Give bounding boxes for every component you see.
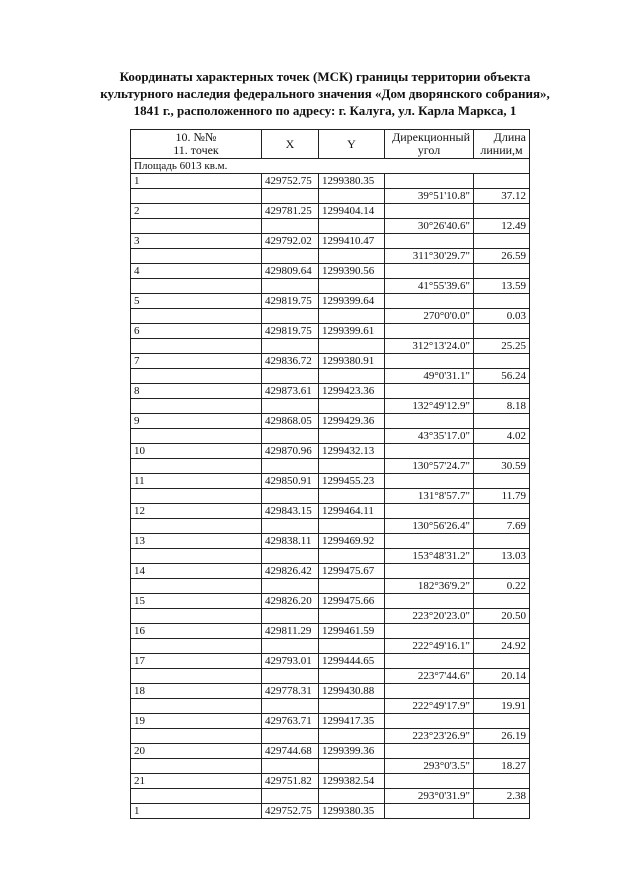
- segment-length: 0.03: [474, 309, 530, 324]
- empty-cell: [385, 204, 474, 219]
- segment-length: 20.14: [474, 669, 530, 684]
- table-row-segment: [131, 219, 530, 234]
- point-x: 429763.71: [262, 714, 319, 729]
- table-row-point: [131, 504, 530, 519]
- empty-cell: [131, 579, 262, 594]
- segment-length: 11.79: [474, 489, 530, 504]
- empty-cell: [319, 639, 385, 654]
- point-number: 7: [131, 354, 262, 369]
- empty-cell: [385, 504, 474, 519]
- table-row-closing-point: [131, 804, 530, 819]
- empty-cell: [131, 609, 262, 624]
- empty-cell: [474, 204, 530, 219]
- empty-cell: [131, 309, 262, 324]
- point-number: 15: [131, 594, 262, 609]
- empty-cell: [385, 564, 474, 579]
- table-row-point: [131, 534, 530, 549]
- header-x: X: [262, 130, 319, 159]
- empty-cell: [319, 609, 385, 624]
- segment-length: 37.12: [474, 189, 530, 204]
- empty-cell: [319, 579, 385, 594]
- table-row-segment: [131, 549, 530, 564]
- segment-length: 18.27: [474, 759, 530, 774]
- segment-length: 13.59: [474, 279, 530, 294]
- empty-cell: [131, 729, 262, 744]
- empty-cell: [319, 729, 385, 744]
- point-x: 429809.64: [262, 264, 319, 279]
- segment-length: 4.02: [474, 429, 530, 444]
- segment-length: 2.38: [474, 789, 530, 804]
- point-x: 429819.75: [262, 324, 319, 339]
- segment-angle: 182°36'9.2": [385, 579, 474, 594]
- empty-cell: [319, 699, 385, 714]
- table-row-segment: [131, 459, 530, 474]
- table-row-point: [131, 744, 530, 759]
- segment-length: 26.19: [474, 729, 530, 744]
- empty-cell: [262, 789, 319, 804]
- segment-length: 56.24: [474, 369, 530, 384]
- table-row-segment: [131, 189, 530, 204]
- empty-cell: [385, 474, 474, 489]
- area-row: [131, 159, 530, 174]
- segment-angle: 270°0'0.0": [385, 309, 474, 324]
- table-row-point: [131, 654, 530, 669]
- segment-angle: 131°8'57.7": [385, 489, 474, 504]
- point-y: 1299455.23: [319, 474, 385, 489]
- empty-cell: [474, 384, 530, 399]
- point-y: 1299432.13: [319, 444, 385, 459]
- segment-length: 0.22: [474, 579, 530, 594]
- segment-length: 24.92: [474, 639, 530, 654]
- empty-cell: [474, 174, 530, 189]
- empty-cell: [319, 399, 385, 414]
- point-x: 429843.15: [262, 504, 319, 519]
- segment-angle: 222°49'16.1": [385, 639, 474, 654]
- segment-angle: 43°35'17.0": [385, 429, 474, 444]
- empty-cell: [474, 684, 530, 699]
- empty-cell: [385, 234, 474, 249]
- empty-cell: [131, 669, 262, 684]
- point-y: 1299404.14: [319, 204, 385, 219]
- point-y: 1299444.65: [319, 654, 385, 669]
- coordinates-table: [130, 129, 530, 819]
- header-direction-angle: Дирекционный угол: [385, 130, 474, 159]
- header-line-length: Длина линии,м: [474, 130, 530, 159]
- point-number: 16: [131, 624, 262, 639]
- table-row-point: [131, 444, 530, 459]
- empty-cell: [385, 714, 474, 729]
- table-row-segment: [131, 699, 530, 714]
- table-row-point: [131, 594, 530, 609]
- empty-cell: [131, 429, 262, 444]
- empty-cell: [131, 189, 262, 204]
- point-number: 2: [131, 204, 262, 219]
- point-x: 429751.82: [262, 774, 319, 789]
- empty-cell: [474, 564, 530, 579]
- table-row-point: [131, 234, 530, 249]
- segment-angle: 130°56'26.4": [385, 519, 474, 534]
- title-line-3: 1841 г., расположенного по адресу: г. Калуга, ул. Карла Маркса, 1: [133, 103, 517, 118]
- point-number: 13: [131, 534, 262, 549]
- point-y: 1299429.36: [319, 414, 385, 429]
- table-row-point: [131, 384, 530, 399]
- empty-cell: [319, 369, 385, 384]
- point-x: 429778.31: [262, 684, 319, 699]
- empty-cell: [474, 774, 530, 789]
- point-number: 18: [131, 684, 262, 699]
- segment-angle: 312°13'24.0": [385, 339, 474, 354]
- empty-cell: [131, 459, 262, 474]
- empty-cell: [385, 744, 474, 759]
- empty-cell: [131, 249, 262, 264]
- point-x: 429868.05: [262, 414, 319, 429]
- empty-cell: [474, 414, 530, 429]
- empty-cell: [385, 264, 474, 279]
- point-y: 1299380.35: [319, 174, 385, 189]
- point-x: 429811.29: [262, 624, 319, 639]
- table-row-point: [131, 174, 530, 189]
- empty-cell: [385, 354, 474, 369]
- point-x: 429826.20: [262, 594, 319, 609]
- point-number: 20: [131, 744, 262, 759]
- table-row-point: [131, 264, 530, 279]
- point-y: 1299464.11: [319, 504, 385, 519]
- table-row-segment: [131, 489, 530, 504]
- empty-cell: [474, 804, 530, 819]
- empty-cell: [262, 729, 319, 744]
- empty-cell: [262, 219, 319, 234]
- point-x: 429792.02: [262, 234, 319, 249]
- point-y: 1299399.64: [319, 294, 385, 309]
- segment-length: 19.91: [474, 699, 530, 714]
- area-label: Площадь 6013 кв.м.: [131, 159, 530, 174]
- segment-length: 8.18: [474, 399, 530, 414]
- segment-angle: 153°48'31.2": [385, 549, 474, 564]
- empty-cell: [385, 294, 474, 309]
- empty-cell: [262, 249, 319, 264]
- point-y: 1299410.47: [319, 234, 385, 249]
- segment-angle: 311°30'29.7": [385, 249, 474, 264]
- point-y: 1299399.61: [319, 324, 385, 339]
- empty-cell: [131, 279, 262, 294]
- segment-angle: 39°51'10.8": [385, 189, 474, 204]
- empty-cell: [262, 519, 319, 534]
- segment-length: 13.03: [474, 549, 530, 564]
- point-x: 429793.01: [262, 654, 319, 669]
- empty-cell: [262, 549, 319, 564]
- point-x: 429752.75: [262, 174, 319, 189]
- document-title: [90, 68, 560, 119]
- empty-cell: [474, 474, 530, 489]
- empty-cell: [474, 534, 530, 549]
- empty-cell: [262, 279, 319, 294]
- point-y: 1299461.59: [319, 624, 385, 639]
- table-row-point: [131, 684, 530, 699]
- empty-cell: [131, 759, 262, 774]
- point-x: 429752.75: [262, 804, 319, 819]
- point-y: 1299430.88: [319, 684, 385, 699]
- segment-length: 30.59: [474, 459, 530, 474]
- empty-cell: [262, 429, 319, 444]
- empty-cell: [385, 414, 474, 429]
- empty-cell: [385, 384, 474, 399]
- point-y: 1299417.35: [319, 714, 385, 729]
- empty-cell: [319, 219, 385, 234]
- empty-cell: [319, 519, 385, 534]
- segment-angle: 293°0'3.5": [385, 759, 474, 774]
- point-y: 1299399.36: [319, 744, 385, 759]
- point-x: 429850.91: [262, 474, 319, 489]
- empty-cell: [385, 534, 474, 549]
- point-number: 1: [131, 174, 262, 189]
- table-row-segment: [131, 519, 530, 534]
- table-row-point: [131, 414, 530, 429]
- empty-cell: [262, 579, 319, 594]
- point-y: 1299382.54: [319, 774, 385, 789]
- empty-cell: [131, 699, 262, 714]
- empty-cell: [131, 489, 262, 504]
- segment-angle: 222°49'17.9": [385, 699, 474, 714]
- empty-cell: [474, 504, 530, 519]
- empty-cell: [131, 789, 262, 804]
- empty-cell: [319, 549, 385, 564]
- table-row-segment: [131, 339, 530, 354]
- empty-cell: [319, 279, 385, 294]
- point-y: 1299380.91: [319, 354, 385, 369]
- point-x: 429781.25: [262, 204, 319, 219]
- empty-cell: [474, 744, 530, 759]
- point-y: 1299469.92: [319, 534, 385, 549]
- table-row-point: [131, 324, 530, 339]
- title-line-2: культурного наследия федерального значения «Дом дворянского собрания»,: [100, 86, 550, 101]
- point-number: 17: [131, 654, 262, 669]
- empty-cell: [131, 339, 262, 354]
- empty-cell: [131, 219, 262, 234]
- header-y: Y: [319, 130, 385, 159]
- empty-cell: [385, 444, 474, 459]
- empty-cell: [262, 339, 319, 354]
- table-row-segment: [131, 579, 530, 594]
- point-x: 429873.61: [262, 384, 319, 399]
- empty-cell: [474, 324, 530, 339]
- table-row-segment: [131, 249, 530, 264]
- segment-angle: 30°26'40.6": [385, 219, 474, 234]
- point-x: 429819.75: [262, 294, 319, 309]
- empty-cell: [474, 264, 530, 279]
- segment-length: 26.59: [474, 249, 530, 264]
- empty-cell: [262, 489, 319, 504]
- empty-cell: [262, 189, 319, 204]
- empty-cell: [319, 339, 385, 354]
- table-row-point: [131, 354, 530, 369]
- empty-cell: [262, 309, 319, 324]
- point-y: 1299475.66: [319, 594, 385, 609]
- empty-cell: [319, 429, 385, 444]
- empty-cell: [131, 549, 262, 564]
- segment-angle: 223°20'23.0": [385, 609, 474, 624]
- table-row-point: [131, 564, 530, 579]
- point-y: 1299423.36: [319, 384, 385, 399]
- segment-angle: 41°55'39.6": [385, 279, 474, 294]
- point-number: 8: [131, 384, 262, 399]
- point-number: 9: [131, 414, 262, 429]
- segment-angle: 293°0'31.9": [385, 789, 474, 804]
- empty-cell: [319, 489, 385, 504]
- segment-length: 12.49: [474, 219, 530, 234]
- empty-cell: [385, 174, 474, 189]
- empty-cell: [262, 699, 319, 714]
- empty-cell: [385, 594, 474, 609]
- segment-length: 7.69: [474, 519, 530, 534]
- point-number: 5: [131, 294, 262, 309]
- empty-cell: [262, 369, 319, 384]
- table-row-segment: [131, 669, 530, 684]
- empty-cell: [385, 684, 474, 699]
- point-number: 1: [131, 804, 262, 819]
- point-number: 19: [131, 714, 262, 729]
- empty-cell: [474, 714, 530, 729]
- empty-cell: [385, 774, 474, 789]
- table-row-segment: [131, 399, 530, 414]
- empty-cell: [262, 639, 319, 654]
- segment-length: 25.25: [474, 339, 530, 354]
- empty-cell: [319, 669, 385, 684]
- table-header-row: [131, 130, 530, 159]
- empty-cell: [474, 624, 530, 639]
- title-line-1: Координаты характерных точек (МСК) границы территории объекта: [119, 69, 531, 84]
- empty-cell: [319, 249, 385, 264]
- point-x: 429838.11: [262, 534, 319, 549]
- point-x: 429744.68: [262, 744, 319, 759]
- empty-cell: [319, 189, 385, 204]
- table-row-point: [131, 294, 530, 309]
- table-row-point: [131, 474, 530, 489]
- table-row-segment: [131, 729, 530, 744]
- empty-cell: [385, 624, 474, 639]
- table-row-point: [131, 774, 530, 789]
- point-number: 3: [131, 234, 262, 249]
- empty-cell: [474, 444, 530, 459]
- empty-cell: [474, 654, 530, 669]
- point-number: 12: [131, 504, 262, 519]
- table-row-segment: [131, 789, 530, 804]
- empty-cell: [319, 789, 385, 804]
- table-row-segment: [131, 609, 530, 624]
- empty-cell: [319, 759, 385, 774]
- empty-cell: [319, 309, 385, 324]
- point-number: 6: [131, 324, 262, 339]
- empty-cell: [474, 294, 530, 309]
- empty-cell: [385, 324, 474, 339]
- table-row-point: [131, 204, 530, 219]
- table-row-segment: [131, 279, 530, 294]
- empty-cell: [474, 354, 530, 369]
- segment-angle: 223°23'26.9": [385, 729, 474, 744]
- empty-cell: [474, 234, 530, 249]
- point-number: 10: [131, 444, 262, 459]
- point-y: 1299380.35: [319, 804, 385, 819]
- empty-cell: [262, 669, 319, 684]
- table-row-segment: [131, 759, 530, 774]
- point-y: 1299390.56: [319, 264, 385, 279]
- table-row-segment: [131, 369, 530, 384]
- point-number: 14: [131, 564, 262, 579]
- point-x: 429826.42: [262, 564, 319, 579]
- point-x: 429870.96: [262, 444, 319, 459]
- segment-angle: 49°0'31.1": [385, 369, 474, 384]
- empty-cell: [262, 459, 319, 474]
- segment-length: 20.50: [474, 609, 530, 624]
- empty-cell: [131, 369, 262, 384]
- table-row-segment: [131, 639, 530, 654]
- segment-angle: 132°49'12.9": [385, 399, 474, 414]
- empty-cell: [131, 639, 262, 654]
- table-row-segment: [131, 429, 530, 444]
- table-row-segment: [131, 309, 530, 324]
- table-row-point: [131, 624, 530, 639]
- point-number: 4: [131, 264, 262, 279]
- header-point-number: 10. №№ 11. точек: [131, 130, 262, 159]
- point-y: 1299475.67: [319, 564, 385, 579]
- empty-cell: [262, 609, 319, 624]
- point-x: 429836.72: [262, 354, 319, 369]
- empty-cell: [262, 399, 319, 414]
- empty-cell: [385, 804, 474, 819]
- empty-cell: [319, 459, 385, 474]
- empty-cell: [474, 594, 530, 609]
- point-number: 21: [131, 774, 262, 789]
- point-number: 11: [131, 474, 262, 489]
- segment-angle: 130°57'24.7": [385, 459, 474, 474]
- segment-angle: 223°7'44.6": [385, 669, 474, 684]
- empty-cell: [131, 519, 262, 534]
- empty-cell: [131, 399, 262, 414]
- table-row-point: [131, 714, 530, 729]
- empty-cell: [262, 759, 319, 774]
- empty-cell: [385, 654, 474, 669]
